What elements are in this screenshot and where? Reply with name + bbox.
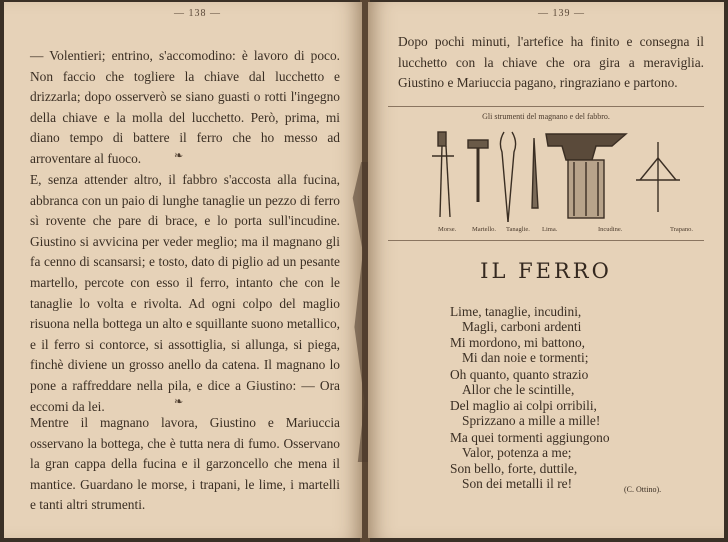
- poem-line: Son dei metalli il re!: [462, 475, 573, 491]
- poem-line: Valor, potenza a me;: [462, 445, 572, 461]
- poem-line: Lime, tanaglie, incudini,: [450, 304, 582, 319]
- page-number-left: — 138 —: [174, 8, 221, 19]
- poem-author: (C. Ottino).: [624, 485, 662, 494]
- anvil-icon: [546, 134, 626, 218]
- left-page: [4, 2, 362, 538]
- drill-icon: [636, 142, 680, 212]
- figure-label: Incudine.: [598, 226, 623, 233]
- poem-stanza-2: [450, 367, 600, 428]
- tongs-icon: [500, 132, 515, 222]
- figure-label: Tanaglie.: [506, 226, 530, 233]
- figure-label: Trapano.: [670, 226, 694, 233]
- figure-label: Martello.: [472, 226, 497, 233]
- poem-title: IL FERRO: [480, 259, 612, 283]
- figure-bottom-rule: [388, 240, 704, 241]
- figure-title: Gli strumenti del magnano e del fabbro.: [482, 112, 610, 121]
- paragraph-right-1: Dopo pochi minuti, l'artefice ha finito e consegna il lucchetto con la chiave che ora gira a meraviglia. Giustino e Mariuccia pagano, ringraziano e partono.: [398, 34, 704, 91]
- poem-stanza-1: [450, 304, 588, 365]
- page-number-right: — 139 —: [538, 8, 585, 19]
- hammer-icon: [468, 140, 488, 202]
- poem-line: Magli, carboni ardenti: [462, 319, 582, 335]
- tools-illustration: [424, 122, 724, 222]
- right-page: [368, 2, 724, 538]
- poem-line: Son bello, forte, duttile,: [450, 460, 578, 476]
- poem-stanza-3: [450, 430, 610, 491]
- figure-label: Morse.: [438, 226, 457, 233]
- poem-line: Del maglio ai colpi orribili,: [450, 397, 597, 413]
- poem-line: Oh quanto, quanto strazio: [450, 367, 589, 382]
- figure-top-rule: [388, 106, 704, 107]
- vise-icon: [432, 132, 454, 217]
- poem-line: Mi dan noie e tormenti;: [462, 349, 589, 365]
- paragraph-2: E, senza attender altro, il fabbro s'accosta alla fucina, abbranca con un paio di lunghe tanaglie un pezzo di ferro sì rovente che pare di brace, e lo porta sull'incudine. Giustino si avvicina per veder meglio; ma il magnano gli fa cenno di scansarsi; e tosto, dato di piglio ad un pesante martello, percote con esso il ferro, intanto che con le tanaglie lo volta e rivolta. Ad ogni colpo del maglio risuona nella bottega un alto e squillante suono metallico, e il ferro si contorce, si assottiglia, si allunga, si piega, finchè diviene un grosso anello da catena. Il magnano lo pone a raffreddare nella pila, e dice a Giustino: — Ora eccomi da lei.: [30, 172, 340, 414]
- paragraph-1: — Volentieri; entrino, s'accomodino: è lavoro di poco. Non faccio che togliere la chiave dal lucchetto e drizzarla; dopo osserverò se siano guasti o rotti l'ingegno della chiave e la molla del lucchetto. Però, prima, mi diano tempo di battere il ferro che ho messo ad arroventare al fuoco.: [30, 48, 340, 166]
- figure-label: Lima.: [542, 226, 558, 233]
- paragraph-3: Mentre il magnano lavora, Giustino e Mariuccia osservano la bottega, che è tutta nera di fumo. Osservano la gran cappa della fucina e il garzoncello che mena il mantice. Guardano le morse, i trapani, le lime, i martelli e tanti altri strumenti.: [30, 415, 340, 513]
- poem-line: Mi mordono, mi battono,: [450, 334, 586, 350]
- poem-line: Allor che le scintille,: [462, 382, 575, 398]
- poem-line: Ma quei tormenti aggiungono: [450, 430, 610, 445]
- poem-line: Sprizzano a mille a mille!: [462, 412, 601, 428]
- ornament-divider: ❧: [174, 150, 184, 162]
- ornament-divider: ❧: [174, 396, 184, 408]
- file-icon: [532, 138, 538, 208]
